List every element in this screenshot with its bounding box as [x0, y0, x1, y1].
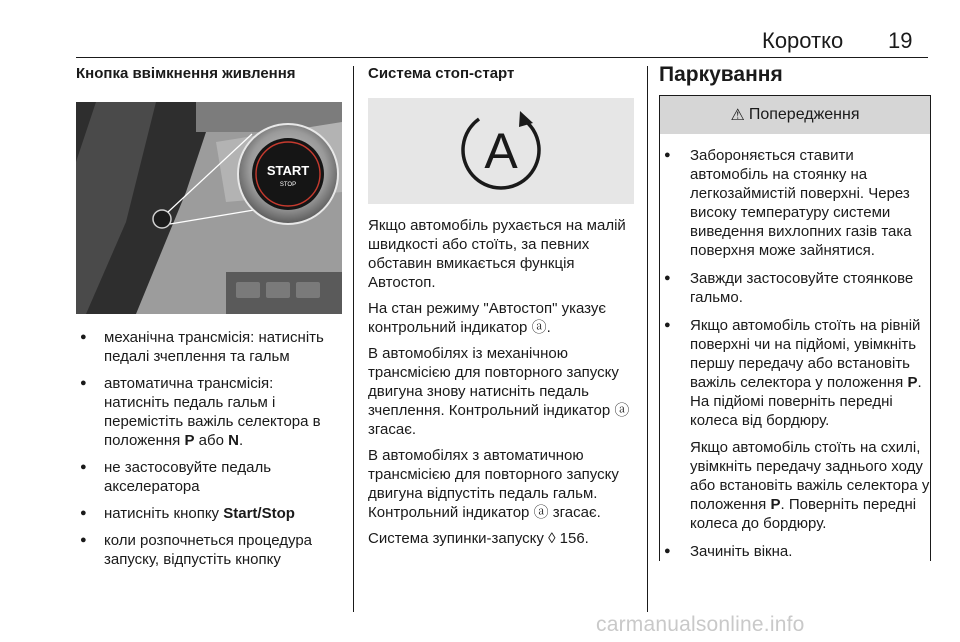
- cross-reference: Система зупинки-запуску ◊ 156.: [368, 530, 589, 547]
- list-item: ● механічна трансмісія: натисніть педалі зчеплення та гальм: [76, 328, 342, 366]
- warning-label: Попередження: [748, 106, 860, 123]
- sub-paragraph: Якщо автомобіль стоїть на схилі, увімкніть передачу заднього ходу або встановіть важіль селектора у положення P. Поверніть передні колеса до бордюру.: [690, 439, 930, 532]
- warning-box: [659, 95, 931, 561]
- header-rule: [76, 57, 928, 58]
- paragraph: На стан режиму "Автостоп" указує контрольний індикатор ⓐ.: [368, 300, 607, 336]
- warning-header: [660, 96, 930, 134]
- section-title-stop-start: Система стоп-старт: [368, 65, 515, 82]
- auto-stop-icon: [439, 104, 563, 198]
- list-item: ● натисніть кнопку Start/Stop: [76, 504, 342, 523]
- dashboard-photo: [76, 102, 342, 314]
- section-title-power-button: Кнопка ввімкнення живлення: [76, 65, 296, 82]
- start-steps-list: [76, 328, 342, 569]
- paragraph: Якщо автомобіль рухається на малій швидкості або стоїть, за певних обставин вмикається функція Автостоп.: [368, 217, 626, 291]
- list-item: ● не застосовуйте педаль акселератора: [76, 458, 342, 496]
- list-item: ● Зачиніть вікна.: [660, 542, 930, 561]
- list-item: ● автоматична трансмісія: натисніть педаль гальм і перемістіть важіль селектора в положення P або N.: [76, 374, 342, 450]
- paragraph: В автомобілях з автоматичною трансмісією для повторного запуску двигуна відпустіть педаль гальм. Контрольний індикатор ⓐ згасає.: [368, 447, 619, 521]
- column-divider-2: [647, 66, 648, 612]
- warning-list: [660, 146, 930, 561]
- list-item: ● коли розпочнеться процедура запуску, відпустіть кнопку: [76, 531, 342, 569]
- column-parking: [659, 62, 929, 570]
- watermark: carmanualsonline.info: [596, 613, 805, 636]
- column-power-button: [76, 62, 342, 577]
- chapter-title: Коротко: [762, 28, 844, 53]
- warning-body: [660, 134, 930, 561]
- column-stop-start: [368, 62, 636, 555]
- list-item: ● Якщо автомобіль стоїть на рівній поверхні чи на підйомі, увімкніть першу передачу або встановіть важіль селектора у положення P. На підйомі поверніть передні колеса від бордюру. Якщо автомобіль стоїть на схилі, увімкніть передачу заднього ходу або встановіть важіль селектора у положення P. Поверніть передні колеса до бордюру.: [660, 316, 930, 533]
- list-item: ● Завжди застосовуйте стоянкове гальмо.: [660, 269, 930, 307]
- stop-button-label: STOP: [279, 182, 297, 188]
- warning-icon: ⚠: [730, 107, 745, 124]
- paragraph: В автомобілях із механічною трансмісією для повторного запуску двигуна знову натисніть педаль зчеплення. Контрольний індикатор ⓐ згасає.: [368, 345, 630, 438]
- list-item: ● Забороняється ставити автомобіль на стоянку на легкозаймистій поверхні. Через високу температуру системи виведення вихлопних газів така поверхня може зайнятися.: [660, 146, 930, 260]
- start-button-label: START: [266, 163, 310, 178]
- auto-stop-icon-box: [368, 98, 634, 204]
- column-divider-1: [353, 66, 354, 612]
- page-number: 19: [888, 28, 913, 53]
- auto-stop-letter: A: [484, 123, 518, 179]
- section-title-parking: Паркування: [659, 63, 783, 86]
